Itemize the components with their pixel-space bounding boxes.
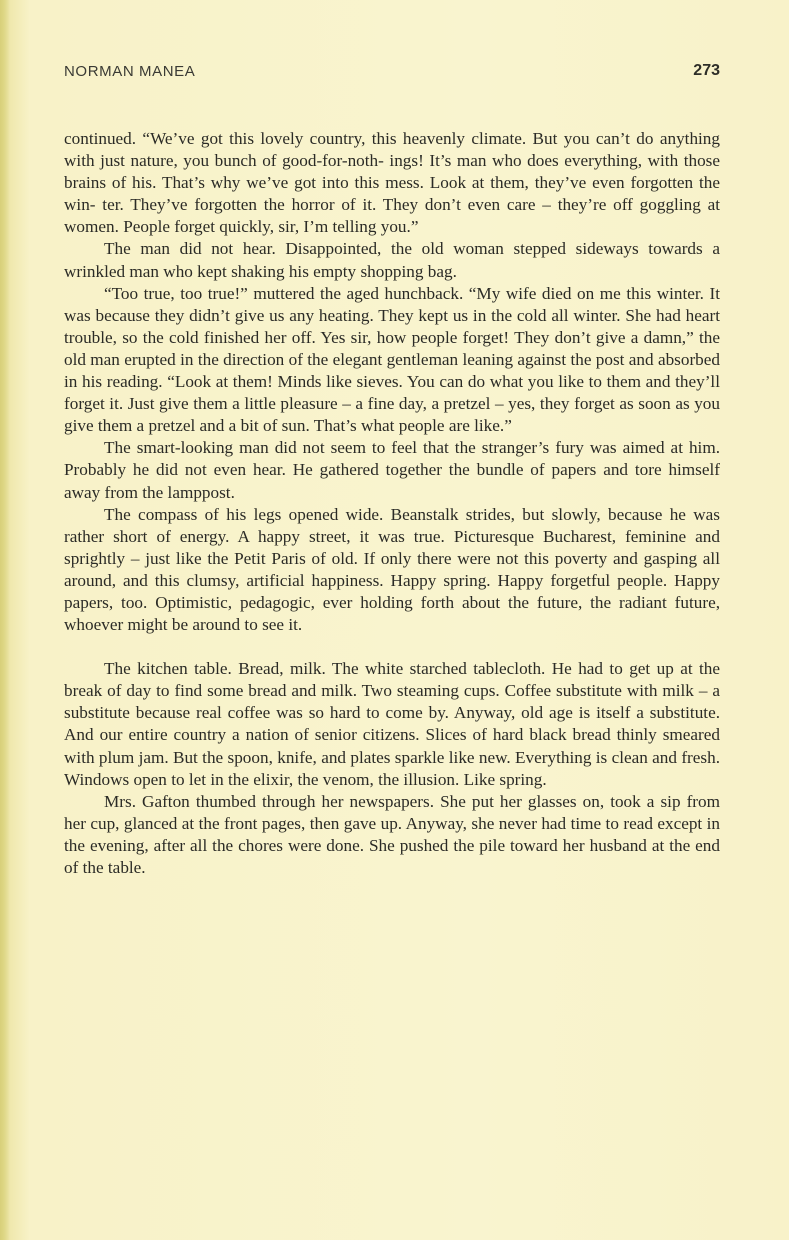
paragraph-continued: continued. “We’ve got this lovely country, this heavenly climate. But you can’t do anything with just nature, you bunch of good-for-noth- ings! It’s man who does everything, with those brains of his. That’s why we’ve got into this mess. Look at them, they’ve even forgotten the win- ter. They’ve forgotten the horror of it. They don’t even care – they’re off goggling at women. People forget quickly, sir, I’m telling you.” <box>64 129 720 237</box>
page-number: 273 <box>693 62 720 79</box>
page-spine-shadow <box>0 0 10 1240</box>
section-break <box>64 636 720 658</box>
paragraph-hunchback: “Too true, too true!” muttered the aged hunchback. “My wife died on me this winter. It was because they didn’t give us any heating. They kept us in the cold all winter. She had heart trouble, so the cold finished her off. Yes sir, how people forget! They don’t give a damn,” the old man erupted in the direction of the elegant gentleman leaning against the post and absorbed in his reading. “Look at them! Minds like sieves. You can do what you like to them and they’ll forget it. Just give them a little pleasure – a fine day, a pretzel – yes, they forget as soon as you give them a pretzel and a bit of sun. That’s what people are like.” <box>64 283 720 436</box>
body-text <box>64 128 720 879</box>
running-head <box>64 63 720 85</box>
paragraph-mrs-gafton: Mrs. Gafton thumbed through her newspapers. She put her glasses on, took a sip from her cup, glanced at the front pages, then gave up. Anyway, she never had time to read except in the evening, after all the chores were done. She pushed the pile toward her husband at the end of the table. <box>64 791 720 877</box>
paragraph-kitchen-table: The kitchen table. Bread, milk. The white starched tablecloth. He had to get up at the break of day to find some bread and milk. Two steaming cups. Coffee substitute with milk – a substitute because real coffee was so hard to come by. Anyway, old age is itself a substitute. And our entire country a nation of senior citizens. Slices of hard black bread thinly smeared with plum jam. But the spoon, knife, and plates sparkle like new. Everything is clean and fresh. Windows open to let in the elixir, the venom, the illusion. Like spring. <box>64 659 720 789</box>
paragraph-man-did-not-hear: The man did not hear. Disappointed, the old woman stepped sideways towards a wrinkled man who kept shaking his empty shopping bag. <box>64 239 720 281</box>
running-head-author: NORMAN MANEA <box>64 63 196 80</box>
paragraph-smart-looking-man: The smart-looking man did not seem to feel that the stranger’s fury was aimed at him. Probably he did not even hear. He gathered together the bundle of papers and tore himself away from the lamppost. <box>64 438 720 502</box>
paragraph-compass-of-legs: The compass of his legs opened wide. Beanstalk strides, but slowly, because he was rather short of energy. A happy street, it was true. Picturesque Bucharest, feminine and sprightly – just like the Petit Paris of old. If only there were not this poverty and gasping all around, and this clumsy, artificial happiness. Happy spring. Happy forgetful people. Happy papers, too. Optimistic, pedagogic, ever holding forth about the future, the radiant future, whoever might be around to see it. <box>64 504 720 635</box>
